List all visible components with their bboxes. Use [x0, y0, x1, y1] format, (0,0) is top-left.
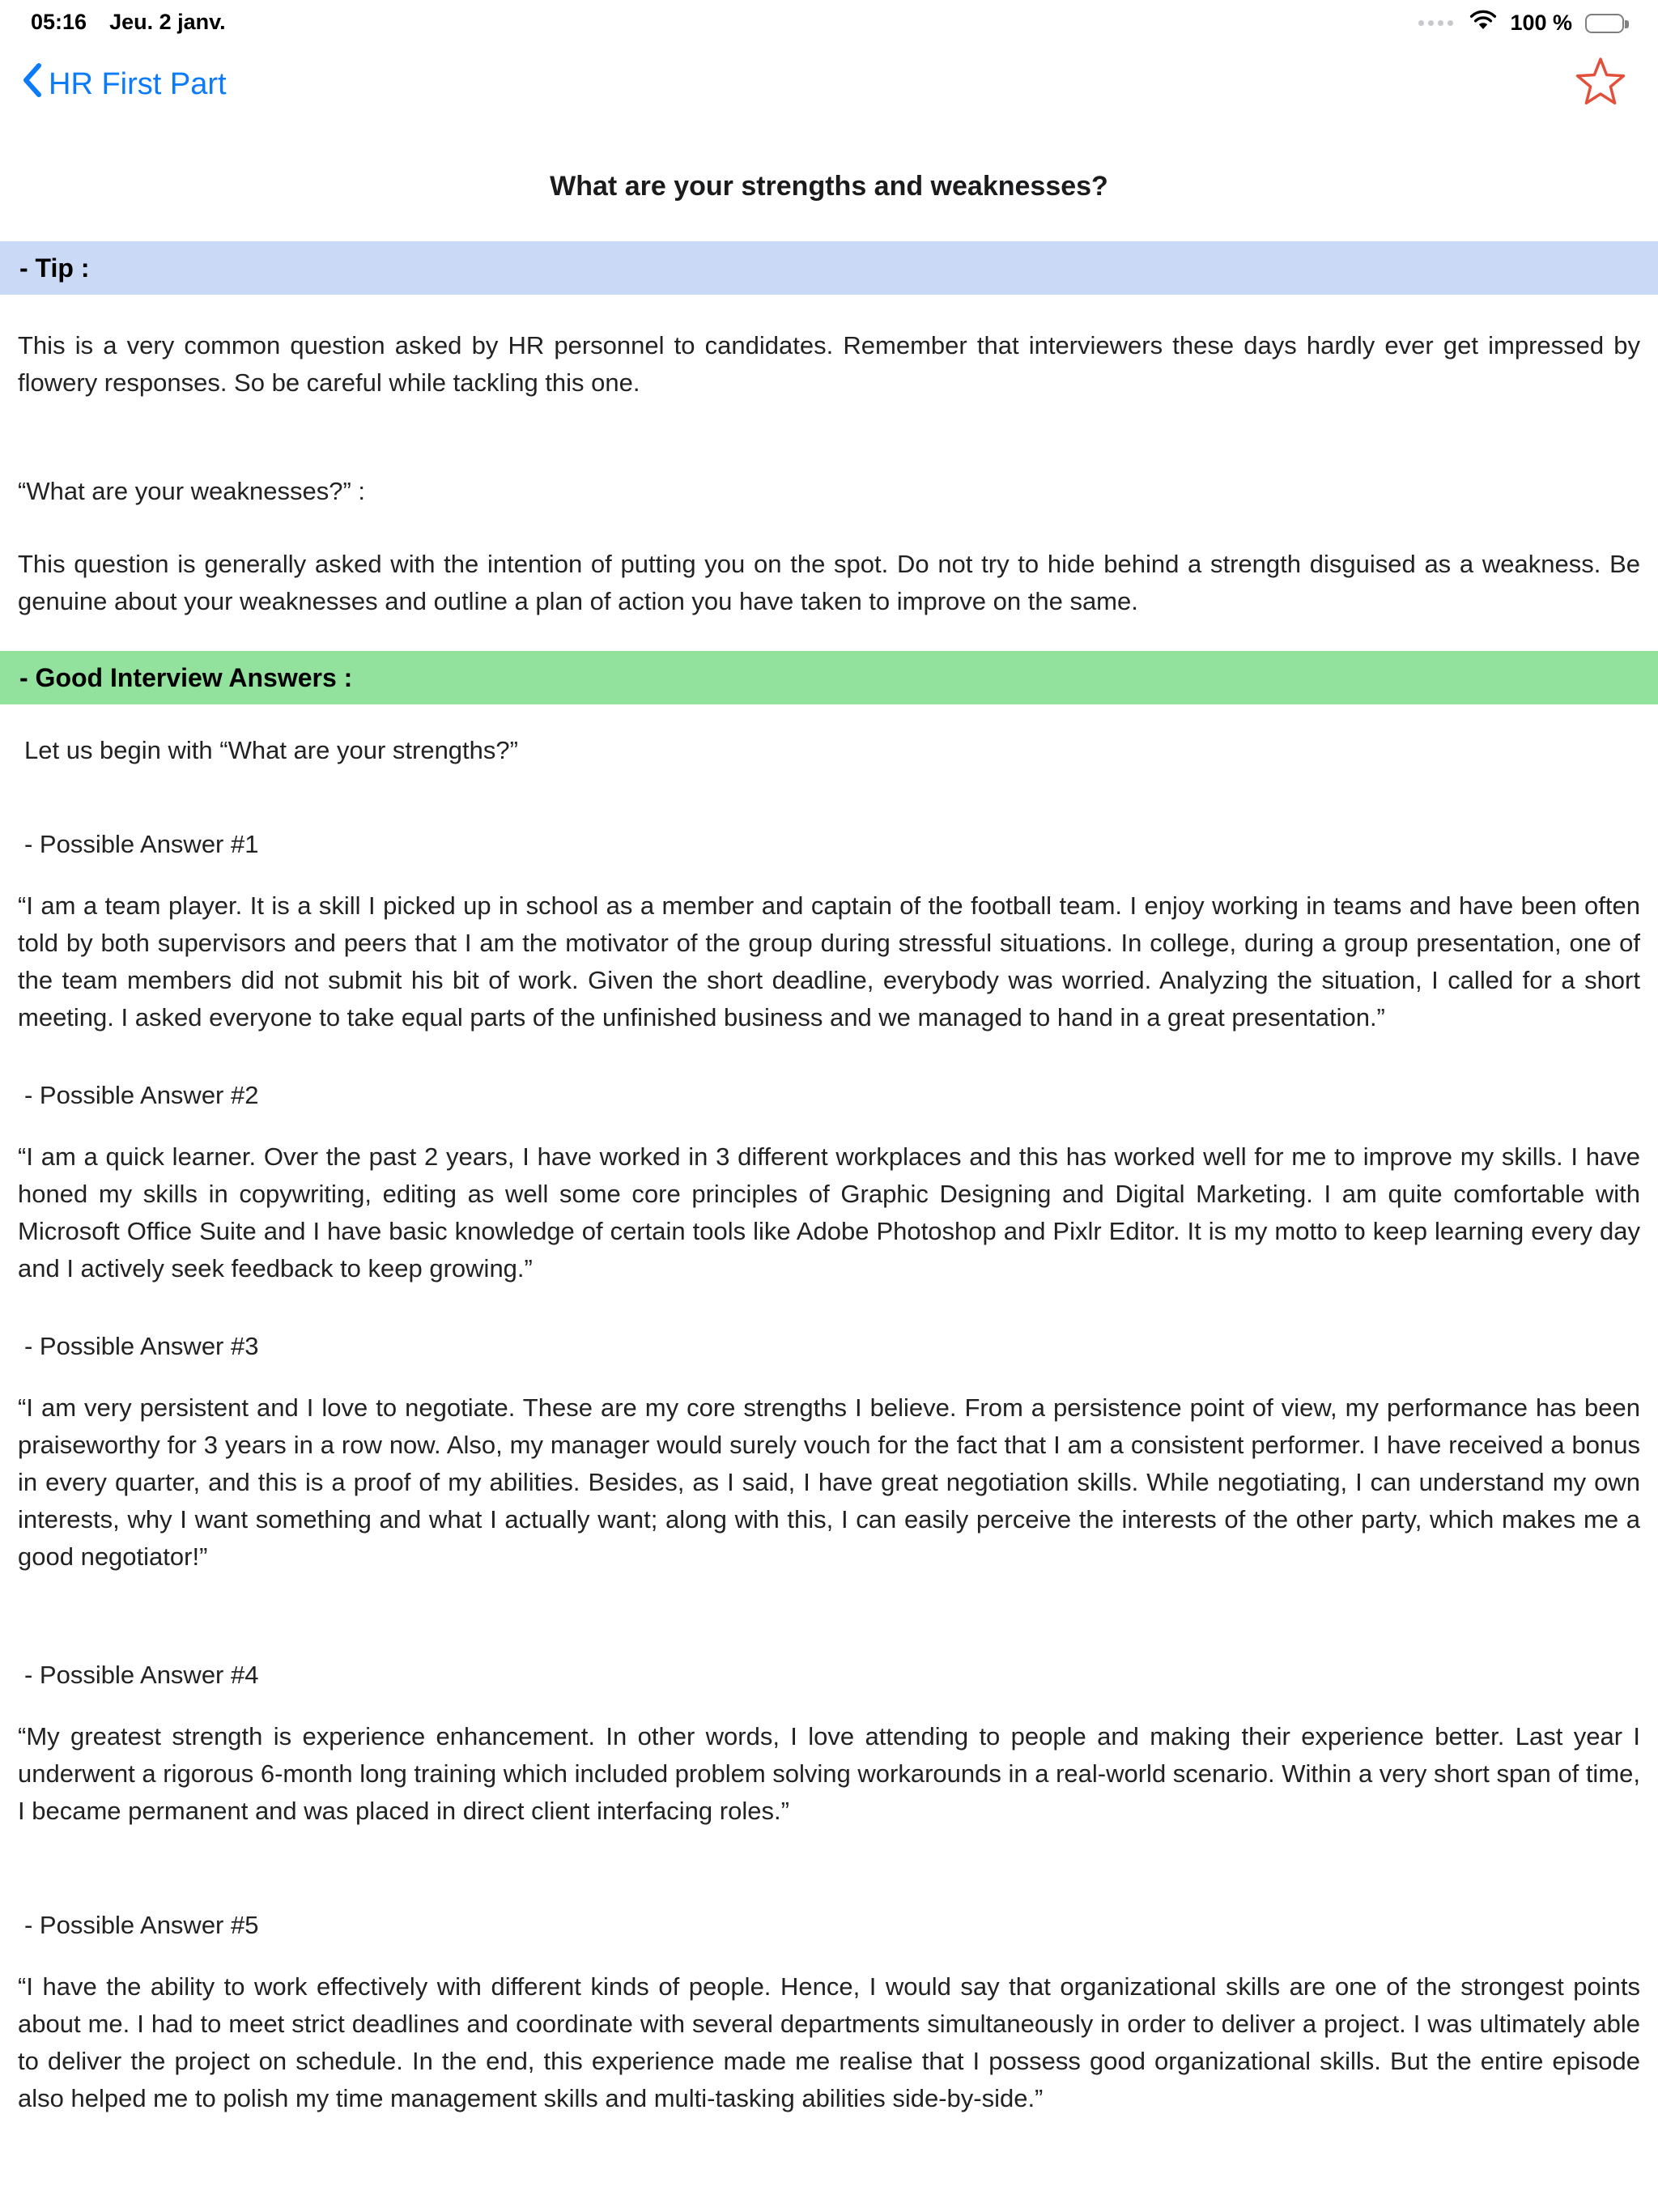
answer-label: - Possible Answer #2 [24, 1081, 259, 1109]
answer-text: “I am a quick learner. Over the past 2 years, I have worked in 3 different workplaces and this has worked well for me to improve my skills. I have honed my skills in copywriting, editing as well some core principles of Graphic Designing and Digital Marketing. I am quite comfortable with Microsoft Office Suite and I have basic knowledge of certain tools like Adobe Photoshop and Pixlr Editor. It is my motto to keep learning every day and I actively seek feedback to keep growing.” [18, 1142, 1640, 1283]
status-left [31, 10, 226, 35]
answer-text: “I am a team player. It is a skill I picked up in school as a member and captain of the football team. I enjoy working in teams and have been often told by both supervisors and peers that I am the motivator of the group during stressful situations. In college, during a group presentation, one of the team members did not submit his bit of work. Given the short deadline, everybody was worried. Analyzing the situation, I called for a short meeting. I asked everyone to take equal parts of the unfinished business and we managed to hand in a great presentation.” [18, 891, 1640, 1032]
answers-banner [0, 651, 1658, 704]
answers-banner-label: - Good Interview Answers : [19, 662, 353, 692]
answer-block-3 [0, 1328, 1658, 1576]
answer-text: “My greatest strength is experience enhancement. In other words, I love attending to people and making their experience better. Last year I underwent a rigorous 6-month long training which included problem solving workarounds in a real-world scenario. Within a very short span of time, I became permanent and was placed in direct client interfacing roles.” [18, 1722, 1640, 1825]
back-button-label: HR First Part [49, 66, 227, 101]
status-date: Jeu. 2 janv. [109, 10, 226, 34]
answer-label: - Possible Answer #1 [24, 830, 259, 858]
answer-label: - Possible Answer #4 [24, 1661, 259, 1689]
status-bar [0, 0, 1658, 42]
weaknesses-quote: “What are your weaknesses?” : [18, 477, 366, 505]
answer-block-2 [0, 1077, 1658, 1287]
star-outline-icon [1575, 57, 1626, 113]
answer-block-4 [0, 1657, 1658, 1830]
tip-banner [0, 241, 1658, 295]
page-title: What are your strengths and weaknesses? [550, 171, 1108, 202]
answers-intro: Let us begin with “What are your strengths?” [24, 736, 518, 764]
content-area [0, 167, 1658, 2117]
answer-label: - Possible Answer #5 [24, 1911, 259, 1939]
battery-icon [1585, 14, 1624, 33]
answer-label: - Possible Answer #3 [24, 1332, 259, 1360]
wifi-icon [1469, 10, 1497, 36]
nav-bar [0, 42, 1658, 126]
answer-text: “I have the ability to work effectively with different kinds of people. Hence, I would say that organizational skills are one of the strongest points about me. I had to meet strict deadlines and coordinate with several departments simultaneously in order to deliver a project. I was ultimately able to deliver the project on schedule. In the end, this experience made me realise that I possess good organizational skills. But the entire episode also helped me to polish my time management skills and multi-tasking abilities side-by-side.” [18, 1972, 1640, 2112]
answer-text: “I am very persistent and I love to negotiate. These are my core strengths I believe. From a persistence point of view, my performance has been praiseworthy for 3 years in a row now. Also, my manager would surely vouch for the fact that I am a consistent performer. I have received a bonus in every quarter, and this is a proof of my abilities. Besides, as I said, I have great negotiation skills. While negotiating, I can understand my own interests, why I want something and what I actually want; along with this, I can easily perceive the interests of the other party, which makes me a good negotiator!” [18, 1393, 1640, 1571]
tip-paragraph: This is a very common question asked by HR personnel to candidates. Remember that interviewers these days hardly ever get impressed by flowery responses. So be careful while tackling this one. [18, 331, 1640, 397]
tip-banner-label: - Tip : [19, 253, 90, 283]
answer-block-5 [0, 1907, 1658, 2117]
answers-list [0, 826, 1658, 2117]
status-time: 05:16 [31, 10, 87, 34]
back-button[interactable] [21, 62, 227, 107]
chevron-left-icon [21, 62, 42, 107]
cellular-dots-icon [1418, 20, 1453, 26]
weaknesses-paragraph: This question is generally asked with the intention of putting you on the spot. Do not try to hide behind a strength disguised as a weakness. Be genuine about your weaknesses and outline a plan of action you have taken to improve on the same. [18, 550, 1640, 615]
battery-percent: 100 % [1510, 11, 1572, 35]
favorite-button[interactable] [1572, 56, 1629, 113]
answer-block-1 [0, 826, 1658, 1036]
status-right [1418, 10, 1630, 36]
